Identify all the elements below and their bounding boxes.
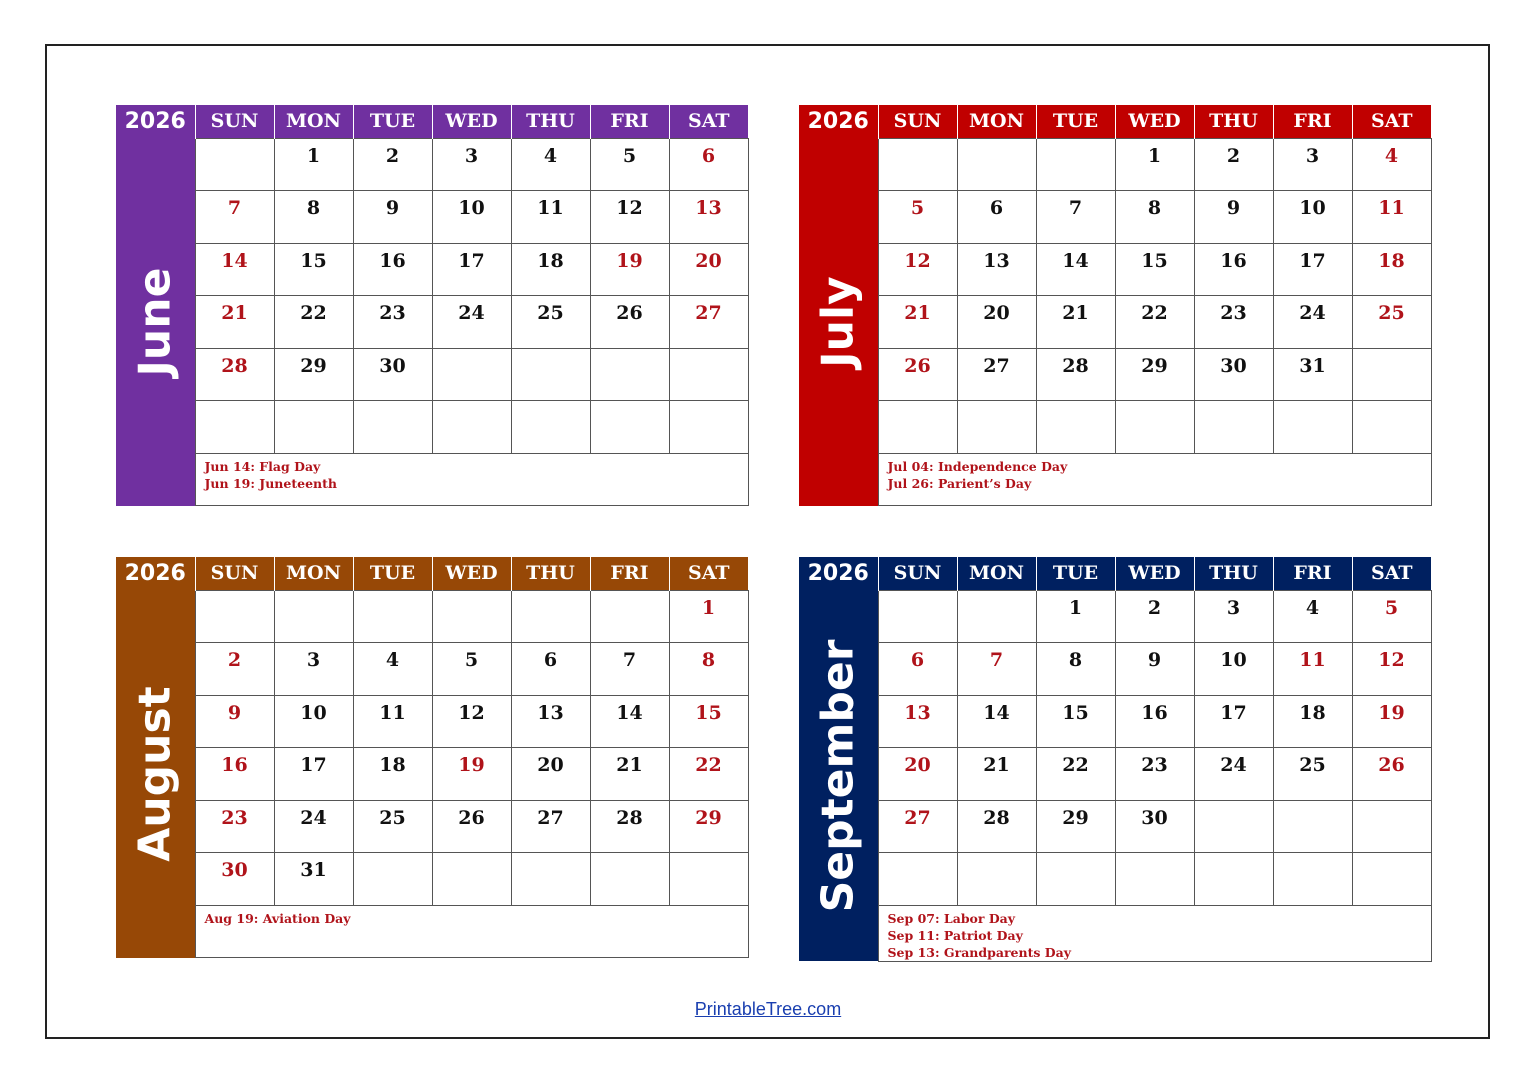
- week-row: [116, 243, 748, 296]
- day-cell: 6: [957, 191, 1036, 244]
- empty-day-cell: [1036, 401, 1115, 454]
- empty-day-cell: [669, 348, 748, 401]
- year-label: 2026: [799, 557, 878, 590]
- week-row: [799, 853, 1431, 906]
- day-cell: 1: [669, 590, 748, 643]
- day-cell: 1: [1036, 590, 1115, 643]
- weekday-sun: SUN: [878, 105, 957, 138]
- week-row: [116, 748, 748, 801]
- empty-day-cell: [511, 590, 590, 643]
- empty-day-cell: [590, 590, 669, 643]
- empty-day-cell: [274, 401, 353, 454]
- week-row: [799, 348, 1431, 401]
- empty-day-cell: [1194, 401, 1273, 454]
- empty-day-cell: [1036, 853, 1115, 906]
- week-row: [116, 590, 748, 643]
- calendar-august: [116, 557, 748, 959]
- empty-day-cell: [1273, 401, 1352, 454]
- weekday-sat: SAT: [1352, 557, 1431, 590]
- month-table: [799, 105, 1432, 506]
- day-cell: 15: [1036, 695, 1115, 748]
- empty-day-cell: [1352, 800, 1431, 853]
- weekday-mon: MON: [957, 105, 1036, 138]
- day-cell: 6: [669, 138, 748, 191]
- day-cell: 24: [1194, 748, 1273, 801]
- day-cell: 27: [878, 800, 957, 853]
- day-cell: 10: [432, 191, 511, 244]
- empty-day-cell: [1036, 138, 1115, 191]
- day-cell: 23: [353, 296, 432, 349]
- empty-day-cell: [590, 401, 669, 454]
- day-cell: 6: [878, 643, 957, 696]
- weekday-fri: FRI: [1273, 557, 1352, 590]
- day-cell: 26: [878, 348, 957, 401]
- holiday-note: Jul 04: Independence Day: [887, 458, 1068, 474]
- day-cell: 31: [274, 853, 353, 906]
- weekday-header-row: [799, 557, 1431, 590]
- day-cell: 15: [669, 695, 748, 748]
- week-row: [799, 748, 1431, 801]
- day-cell: 10: [1194, 643, 1273, 696]
- month-name-panel: [116, 138, 195, 506]
- empty-day-cell: [590, 348, 669, 401]
- empty-day-cell: [1352, 348, 1431, 401]
- day-cell: 22: [274, 296, 353, 349]
- empty-day-cell: [511, 853, 590, 906]
- holiday-note: Jun 19: Juneteenth: [204, 475, 337, 491]
- day-cell: 16: [195, 748, 274, 801]
- notes-row: [799, 905, 1431, 961]
- day-cell: 3: [432, 138, 511, 191]
- empty-day-cell: [1352, 401, 1431, 454]
- week-row: [116, 853, 748, 906]
- empty-day-cell: [353, 590, 432, 643]
- week-row: [799, 643, 1431, 696]
- day-cell: 18: [353, 748, 432, 801]
- holiday-notes: [195, 905, 748, 958]
- day-cell: 11: [511, 191, 590, 244]
- footer: [0, 999, 1536, 1020]
- day-cell: 18: [511, 243, 590, 296]
- day-cell: 16: [1115, 695, 1194, 748]
- week-row: [116, 296, 748, 349]
- weekday-fri: FRI: [1273, 105, 1352, 138]
- holiday-note: Jun 14: Flag Day: [204, 458, 321, 474]
- day-cell: 22: [1036, 748, 1115, 801]
- weekday-thu: THU: [1194, 105, 1273, 138]
- empty-day-cell: [1194, 800, 1273, 853]
- day-cell: 28: [195, 348, 274, 401]
- day-cell: 10: [274, 695, 353, 748]
- day-cell: 27: [511, 800, 590, 853]
- day-cell: 3: [274, 643, 353, 696]
- day-cell: 24: [274, 800, 353, 853]
- day-cell: 17: [274, 748, 353, 801]
- day-cell: 29: [669, 800, 748, 853]
- day-cell: 27: [669, 296, 748, 349]
- holiday-note: Aug 19: Aviation Day: [204, 910, 351, 926]
- weekday-wed: WED: [1115, 557, 1194, 590]
- weekday-header-row: [799, 105, 1431, 138]
- empty-day-cell: [957, 138, 1036, 191]
- day-cell: 15: [1115, 243, 1194, 296]
- day-cell: 22: [669, 748, 748, 801]
- day-cell: 8: [1036, 643, 1115, 696]
- empty-day-cell: [878, 853, 957, 906]
- week-row: [116, 138, 748, 191]
- month-name: August: [129, 686, 181, 862]
- day-cell: 21: [590, 748, 669, 801]
- day-cell: 27: [957, 348, 1036, 401]
- week-row: [799, 138, 1431, 191]
- weekday-thu: THU: [1194, 557, 1273, 590]
- week-row: [116, 348, 748, 401]
- weekday-mon: MON: [274, 105, 353, 138]
- day-cell: 11: [353, 695, 432, 748]
- notes-row: [116, 905, 748, 958]
- empty-day-cell: [878, 590, 957, 643]
- day-cell: 19: [432, 748, 511, 801]
- weekday-fri: FRI: [590, 557, 669, 590]
- day-cell: 29: [1115, 348, 1194, 401]
- day-cell: 21: [957, 748, 1036, 801]
- holiday-notes: [878, 453, 1431, 506]
- holiday-note: Jul 26: Parient’s Day: [887, 475, 1032, 491]
- calendar-september: [799, 557, 1431, 959]
- day-cell: 23: [1194, 296, 1273, 349]
- empty-day-cell: [957, 853, 1036, 906]
- day-cell: 30: [195, 853, 274, 906]
- day-cell: 1: [274, 138, 353, 191]
- day-cell: 15: [274, 243, 353, 296]
- empty-day-cell: [195, 401, 274, 454]
- month-table: [116, 105, 749, 506]
- day-cell: 20: [957, 296, 1036, 349]
- day-cell: 7: [590, 643, 669, 696]
- day-cell: 4: [1273, 590, 1352, 643]
- day-cell: 5: [432, 643, 511, 696]
- weekday-header-row: [116, 105, 748, 138]
- day-cell: 28: [1036, 348, 1115, 401]
- weekday-sat: SAT: [669, 557, 748, 590]
- day-cell: 13: [957, 243, 1036, 296]
- day-cell: 3: [1273, 138, 1352, 191]
- week-row: [799, 191, 1431, 244]
- empty-day-cell: [353, 853, 432, 906]
- day-cell: 20: [878, 748, 957, 801]
- empty-day-cell: [1115, 401, 1194, 454]
- weekday-wed: WED: [1115, 105, 1194, 138]
- day-cell: 21: [195, 296, 274, 349]
- year-label: 2026: [799, 105, 878, 138]
- day-cell: 8: [274, 191, 353, 244]
- empty-day-cell: [878, 401, 957, 454]
- day-cell: 16: [353, 243, 432, 296]
- weekday-fri: FRI: [590, 105, 669, 138]
- day-cell: 7: [957, 643, 1036, 696]
- week-row: [116, 401, 748, 454]
- day-cell: 7: [1036, 191, 1115, 244]
- week-row: [799, 800, 1431, 853]
- month-name: July: [812, 276, 864, 368]
- day-cell: 2: [1115, 590, 1194, 643]
- day-cell: 4: [511, 138, 590, 191]
- weekday-thu: THU: [511, 557, 590, 590]
- day-cell: 13: [669, 191, 748, 244]
- notes-row: [116, 453, 748, 506]
- day-cell: 25: [1352, 296, 1431, 349]
- empty-day-cell: [1273, 853, 1352, 906]
- year-label: 2026: [116, 557, 195, 590]
- day-cell: 22: [1115, 296, 1194, 349]
- day-cell: 19: [590, 243, 669, 296]
- day-cell: 24: [1273, 296, 1352, 349]
- empty-day-cell: [957, 401, 1036, 454]
- empty-day-cell: [669, 853, 748, 906]
- weekday-sun: SUN: [195, 105, 274, 138]
- week-row: [799, 243, 1431, 296]
- day-cell: 28: [590, 800, 669, 853]
- day-cell: 6: [511, 643, 590, 696]
- day-cell: 11: [1273, 643, 1352, 696]
- week-row: [116, 191, 748, 244]
- empty-day-cell: [1352, 853, 1431, 906]
- day-cell: 11: [1352, 191, 1431, 244]
- empty-day-cell: [669, 401, 748, 454]
- day-cell: 12: [878, 243, 957, 296]
- day-cell: 13: [511, 695, 590, 748]
- weekday-tue: TUE: [353, 557, 432, 590]
- empty-day-cell: [511, 401, 590, 454]
- day-cell: 12: [1352, 643, 1431, 696]
- month-name-panel: [116, 590, 195, 958]
- empty-day-cell: [195, 138, 274, 191]
- day-cell: 5: [1352, 590, 1431, 643]
- empty-day-cell: [590, 853, 669, 906]
- week-row: [116, 800, 748, 853]
- empty-day-cell: [432, 348, 511, 401]
- day-cell: 10: [1273, 191, 1352, 244]
- day-cell: 30: [353, 348, 432, 401]
- weekday-sat: SAT: [1352, 105, 1431, 138]
- empty-day-cell: [274, 590, 353, 643]
- weekday-wed: WED: [432, 105, 511, 138]
- day-cell: 29: [1036, 800, 1115, 853]
- empty-day-cell: [1115, 853, 1194, 906]
- day-cell: 14: [957, 695, 1036, 748]
- day-cell: 4: [1352, 138, 1431, 191]
- weekday-header-row: [116, 557, 748, 590]
- month-table: [799, 557, 1432, 962]
- empty-day-cell: [878, 138, 957, 191]
- notes-row: [799, 453, 1431, 506]
- weekday-tue: TUE: [1036, 105, 1115, 138]
- holiday-note: Sep 11: Patriot Day: [887, 927, 1023, 943]
- day-cell: 26: [432, 800, 511, 853]
- month-name-panel: [799, 590, 878, 961]
- day-cell: 4: [353, 643, 432, 696]
- day-cell: 5: [590, 138, 669, 191]
- year-label: 2026: [116, 105, 195, 138]
- weekday-thu: THU: [511, 105, 590, 138]
- day-cell: 23: [1115, 748, 1194, 801]
- holiday-notes: [195, 453, 748, 506]
- weekday-sun: SUN: [878, 557, 957, 590]
- calendar-july: [799, 105, 1431, 507]
- holiday-notes: [878, 905, 1431, 961]
- week-row: [116, 643, 748, 696]
- day-cell: 9: [195, 695, 274, 748]
- day-cell: 14: [590, 695, 669, 748]
- weekday-sun: SUN: [195, 557, 274, 590]
- day-cell: 3: [1194, 590, 1273, 643]
- day-cell: 21: [1036, 296, 1115, 349]
- weekday-wed: WED: [432, 557, 511, 590]
- day-cell: 25: [511, 296, 590, 349]
- day-cell: 26: [1352, 748, 1431, 801]
- day-cell: 7: [195, 191, 274, 244]
- day-cell: 17: [432, 243, 511, 296]
- day-cell: 2: [353, 138, 432, 191]
- month-name: June: [129, 267, 181, 377]
- day-cell: 9: [1115, 643, 1194, 696]
- weekday-tue: TUE: [1036, 557, 1115, 590]
- day-cell: 18: [1352, 243, 1431, 296]
- footer-link[interactable]: PrintableTree.com: [694, 999, 842, 1019]
- week-row: [799, 401, 1431, 454]
- day-cell: 25: [1273, 748, 1352, 801]
- empty-day-cell: [432, 401, 511, 454]
- day-cell: 21: [878, 296, 957, 349]
- day-cell: 25: [353, 800, 432, 853]
- day-cell: 24: [432, 296, 511, 349]
- day-cell: 12: [590, 191, 669, 244]
- empty-day-cell: [1194, 853, 1273, 906]
- day-cell: 29: [274, 348, 353, 401]
- empty-day-cell: [432, 590, 511, 643]
- day-cell: 26: [590, 296, 669, 349]
- weekday-mon: MON: [957, 557, 1036, 590]
- day-cell: 13: [878, 695, 957, 748]
- day-cell: 23: [195, 800, 274, 853]
- day-cell: 30: [1194, 348, 1273, 401]
- empty-day-cell: [511, 348, 590, 401]
- day-cell: 2: [1194, 138, 1273, 191]
- day-cell: 20: [669, 243, 748, 296]
- day-cell: 20: [511, 748, 590, 801]
- empty-day-cell: [957, 590, 1036, 643]
- day-cell: 5: [878, 191, 957, 244]
- day-cell: 18: [1273, 695, 1352, 748]
- day-cell: 14: [1036, 243, 1115, 296]
- day-cell: 30: [1115, 800, 1194, 853]
- holiday-note: Sep 13: Grandparents Day: [887, 944, 1071, 960]
- day-cell: 28: [957, 800, 1036, 853]
- empty-day-cell: [1273, 800, 1352, 853]
- day-cell: 8: [1115, 191, 1194, 244]
- day-cell: 31: [1273, 348, 1352, 401]
- day-cell: 14: [195, 243, 274, 296]
- month-name-panel: [799, 138, 878, 506]
- day-cell: 17: [1194, 695, 1273, 748]
- day-cell: 16: [1194, 243, 1273, 296]
- day-cell: 19: [1352, 695, 1431, 748]
- calendar-june: [116, 105, 748, 507]
- week-row: [799, 695, 1431, 748]
- week-row: [799, 590, 1431, 643]
- week-row: [116, 695, 748, 748]
- day-cell: 1: [1115, 138, 1194, 191]
- weekday-mon: MON: [274, 557, 353, 590]
- weekday-sat: SAT: [669, 105, 748, 138]
- day-cell: 8: [669, 643, 748, 696]
- month-name: September: [812, 639, 864, 912]
- holiday-note: Sep 07: Labor Day: [887, 910, 1016, 926]
- day-cell: 2: [195, 643, 274, 696]
- day-cell: 9: [1194, 191, 1273, 244]
- weekday-tue: TUE: [353, 105, 432, 138]
- month-table: [116, 557, 749, 958]
- week-row: [799, 296, 1431, 349]
- day-cell: 12: [432, 695, 511, 748]
- day-cell: 17: [1273, 243, 1352, 296]
- empty-day-cell: [432, 853, 511, 906]
- empty-day-cell: [353, 401, 432, 454]
- empty-day-cell: [195, 590, 274, 643]
- day-cell: 9: [353, 191, 432, 244]
